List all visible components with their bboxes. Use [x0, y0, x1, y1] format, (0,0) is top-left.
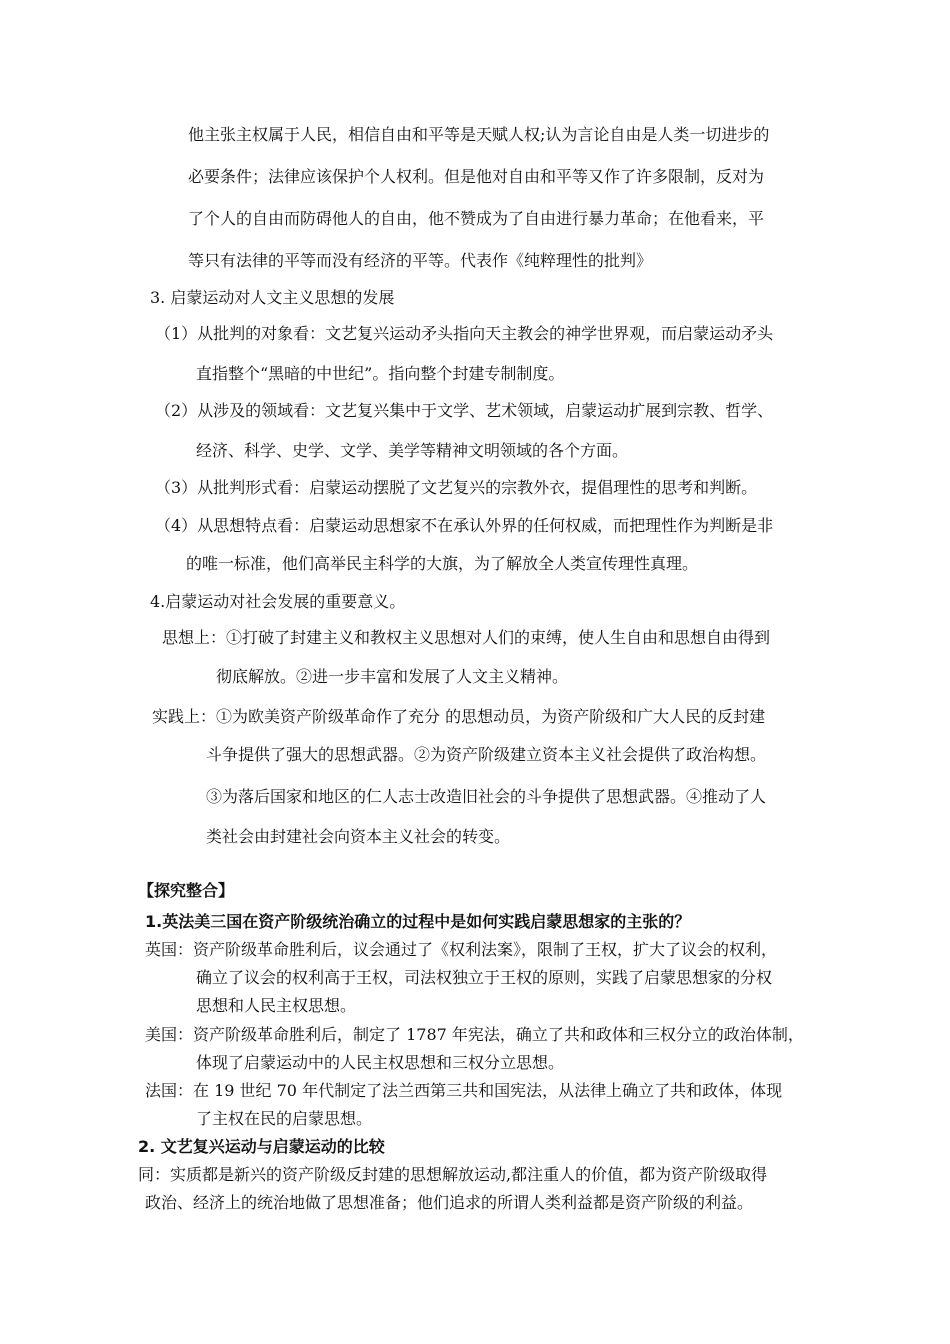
paragraph-line: 英国：资产阶级革命胜利后，议会通过了《权利法案》，限制了王权，扩大了议会的权利， [145, 940, 778, 959]
paragraph-line: 等只有法律的平等而没有经济的平等。代表作《纯粹理性的批判》 [188, 251, 653, 270]
paragraph-line: ③为落后国家和地区的仁人志士改造旧社会的斗争提供了思想武器。④推动了人 [206, 787, 767, 806]
paragraph-line: 实践上：①为欧美资产阶级革命作了充分 的思想动员，为资产阶级和广大人民的反封建 [152, 707, 766, 726]
paragraph-line: 的唯一标准，他们高举民主科学的大旗，为了解放全人类宣传理性真理。 [186, 554, 699, 573]
paragraph-line: 斗争提供了强大的思想武器。②为资产阶级建立资本主义社会提供了政治构想。 [206, 745, 767, 764]
paragraph-line: 必要条件；法律应该保护个人权利。但是他对自由和平等又作了许多限制，反对为 [188, 167, 765, 186]
paragraph-line: 直指整个“黑暗的中世纪”。指向整个封建专制制度。 [196, 364, 565, 383]
paragraph-line: （1）从批判的对象看：文艺复兴运动矛头指向天主教会的神学世界观，而启蒙运动矛头 [155, 324, 774, 343]
paragraph-line: 美国：资产阶级革命胜利后，制定了 1787 年宪法，确立了共和政体和三权分立的政治体制， [145, 1025, 804, 1044]
paragraph-line: 确立了议会的权利高于王权，司法权独立于王权的原则，实践了启蒙思想家的分权 [196, 968, 773, 987]
section-title: 3. 启蒙运动对人文主义思想的发展 [150, 288, 395, 307]
paragraph-line: 同：实质都是新兴的资产阶级反封建的思想解放运动,都注重人的价值，都为资产阶级取得 [138, 1165, 768, 1184]
paragraph-line: 体现了启蒙运动中的人民主权思想和三权分立思想。 [196, 1053, 565, 1072]
paragraph-line: 类社会由封建社会向资本主义社会的转变。 [206, 827, 511, 846]
paragraph-line: 彻底解放。②进一步丰富和发展了人文主义精神。 [216, 667, 569, 686]
paragraph-line: 经济、科学、史学、文学、美学等精神文明领域的各个方面。 [196, 441, 629, 460]
question: 2. 文艺复兴运动与启蒙运动的比较 [138, 1137, 385, 1156]
question: 1.英法美三国在资产阶级统治确立的过程中是如何实践启蒙思想家的主张的？ [145, 912, 691, 931]
section-title: 4.启蒙运动对社会发展的重要意义。 [150, 592, 406, 611]
paragraph-line: （4）从思想特点看：启蒙运动思想家不在承认外界的任何权威，而把理性作为判断是非 [155, 516, 774, 535]
paragraph-line: （3）从批判形式看：启蒙运动摆脱了文艺复兴的宗教外衣，提倡理性的思考和判断。 [155, 478, 758, 497]
paragraph-line: 思想和人民主权思想。 [196, 996, 357, 1015]
section-heading: 【探究整合】 [138, 881, 235, 900]
paragraph-line: 了个人的自由而防碍他人的自由，他不赞成为了自由进行暴力革命；在他看来，平 [188, 209, 765, 228]
paragraph-line: 思想上：①打破了封建主义和教权主义思想对人们的束缚，使人生自由和思想自由得到 [162, 628, 771, 647]
paragraph-line: 政治、经济上的统治地做了思想准备；他们追求的所谓人类利益都是资产阶级的利益。 [145, 1193, 754, 1212]
paragraph-line: 他主张主权属于人民，相信自由和平等是天赋人权;认为言论自由是人类一切进步的 [188, 125, 770, 144]
paragraph-line: （2）从涉及的领域看：文艺复兴集中于文学、艺术领域，启蒙运动扩展到宗教、哲学、 [155, 401, 774, 420]
paragraph-line: 了主权在民的启蒙思想。 [196, 1109, 373, 1128]
paragraph-line: 法国：在 19 世纪 70 年代制定了法兰西第三共和国宪法，从法律上确立了共和政体，体现 [145, 1081, 783, 1100]
